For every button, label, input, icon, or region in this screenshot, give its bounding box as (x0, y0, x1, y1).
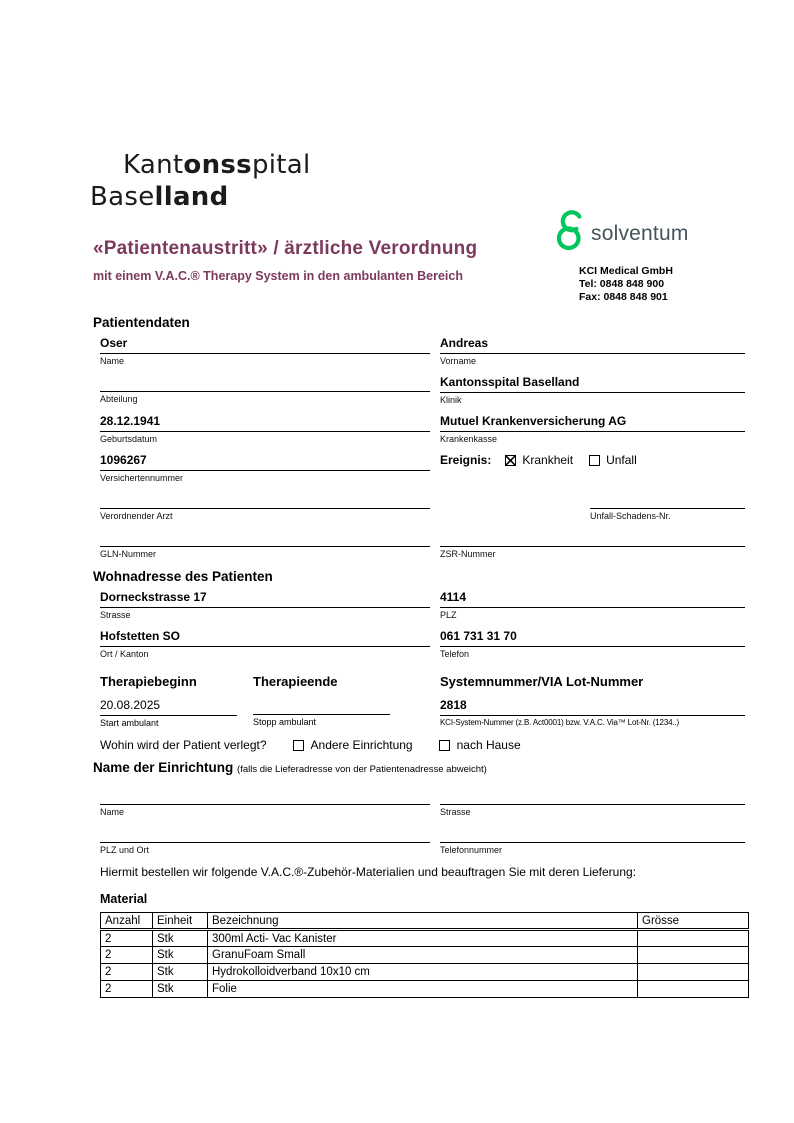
section-heading-wohnadresse: Wohnadresse des Patienten (93, 569, 273, 584)
hospital-logo (90, 150, 748, 212)
field-krankenkasse-value[interactable]: Mutuel Krankenversicherung AG (440, 412, 745, 432)
field-strasse-value[interactable]: Dorneckstrasse 17 (100, 588, 430, 608)
section-heading-einrichtung (93, 760, 748, 775)
column-header-einheit: Einheit (153, 913, 208, 930)
field-einrichtung-telefonnummer[interactable] (440, 824, 745, 855)
therapieende-heading: Therapieende (253, 674, 338, 689)
field-systemnummer-value[interactable]: 2818 (440, 696, 745, 716)
field-zsr-nummer-value[interactable] (440, 528, 745, 547)
field-ort-kanton-label: Ort / Kanton (100, 649, 149, 659)
logo-seg: Base (90, 182, 155, 212)
field-krankenkasse-label: Krankenkasse (440, 434, 498, 444)
document-subtitle: mit einem V.A.C.® Therapy System in den ambulanten Bereich (93, 269, 463, 283)
hospital-logo-line2 (90, 182, 748, 212)
field-verordnender-arzt-label: Verordnender Arzt (100, 511, 173, 521)
field-telefon-value[interactable]: 061 731 31 70 (440, 627, 745, 647)
cell-groesse[interactable] (638, 981, 749, 998)
solventum-s-icon (553, 210, 587, 257)
checkbox-unfall-label: Unfall (606, 453, 637, 467)
order-sentence: Hiermit bestellen wir folgende V.A.C.®-Zubehör-Materialien und beauftragen Sie mit deren Lieferung: (100, 865, 637, 879)
field-einrichtung-strasse[interactable] (440, 777, 745, 817)
checkbox-nach-hause-label: nach Hause (456, 738, 521, 752)
field-einrichtung-name-label: Name (100, 807, 125, 817)
field-unfall-schadens-nr[interactable] (590, 490, 745, 521)
field-einrichtung-telefonnummer-value[interactable] (440, 824, 745, 843)
logo-seg: pital (251, 150, 311, 180)
hospital-logo-line1 (123, 150, 748, 180)
field-versichertennummer-value[interactable]: 1096267 (100, 451, 430, 471)
field-krankenkasse[interactable] (440, 412, 745, 444)
cell-einheit[interactable]: Stk (153, 930, 208, 947)
header-row (93, 221, 748, 303)
therapy-headings (100, 673, 748, 690)
field-geburtsdatum-label: Geburtsdatum (100, 434, 158, 444)
field-vorname-label: Vorname (440, 356, 477, 366)
supplier-contact (579, 265, 753, 304)
field-plz-label: PLZ (440, 610, 457, 620)
field-therapieende-label: Stopp ambulant (253, 717, 317, 727)
checkbox-andere-einrichtung-label: Andere Einrichtung (310, 738, 413, 752)
checkbox-unfall[interactable] (589, 455, 600, 466)
field-plz-value[interactable]: 4114 (440, 588, 745, 608)
field-systemnummer-label: KCI-System-Nummer (z.B. Act0001) bzw. V.A.C. Via™ Lot-Nr. (1234..) (440, 718, 680, 727)
checkbox-nach-hause[interactable] (439, 740, 450, 751)
checkbox-andere-einrichtung[interactable] (293, 740, 304, 751)
material-table-header-row (101, 913, 749, 930)
field-klinik[interactable] (440, 373, 745, 405)
field-name-label: Name (100, 356, 125, 366)
transfer-option-andere (293, 738, 413, 752)
table-row (101, 981, 749, 998)
field-abteilung-label: Abteilung (100, 394, 138, 404)
transfer-question-row (100, 738, 748, 752)
field-verordnender-arzt[interactable] (100, 490, 430, 521)
table-row (101, 964, 749, 981)
section-heading-patientendaten: Patientendaten (93, 315, 190, 330)
supplier-fax: Fax: 0848 848 901 (579, 291, 668, 303)
field-klinik-value[interactable]: Kantonsspital Baselland (440, 373, 745, 393)
field-vorname[interactable] (440, 334, 745, 366)
column-header-anzahl: Anzahl (101, 913, 153, 930)
cell-anzahl[interactable]: 2 (101, 981, 153, 998)
field-gln-nummer[interactable] (100, 528, 430, 559)
table-row (101, 947, 749, 964)
field-unfall-schadens-nr-value[interactable] (590, 490, 745, 509)
field-name-value[interactable]: Oser (100, 334, 430, 354)
field-zsr-nummer[interactable] (440, 528, 745, 559)
facility-fields-grid (100, 777, 748, 855)
field-versichertennummer[interactable] (100, 451, 430, 483)
table-row (101, 930, 749, 947)
cell-bezeichnung[interactable]: 300ml Acti- Vac Kanister (208, 930, 638, 947)
supplier-name: KCI Medical GmbH (579, 265, 673, 277)
checkbox-krankheit[interactable] (505, 455, 516, 466)
cell-anzahl[interactable]: 2 (101, 947, 153, 964)
cell-anzahl[interactable]: 2 (101, 930, 153, 947)
cell-einheit[interactable]: Stk (153, 981, 208, 998)
field-therapiebeginn[interactable] (100, 696, 237, 728)
field-unfall-schadens-nr-label: Unfall-Schadens-Nr. (590, 511, 671, 521)
field-geburtsdatum-value[interactable]: 28.12.1941 (100, 412, 430, 432)
cell-groesse[interactable] (638, 964, 749, 981)
field-ort-kanton-value[interactable]: Hofstetten SO (100, 627, 430, 647)
field-telefon[interactable] (440, 627, 745, 659)
field-geburtsdatum[interactable] (100, 412, 430, 444)
material-table (100, 912, 749, 998)
cell-bezeichnung[interactable]: Folie (208, 981, 638, 998)
field-einrichtung-strasse-value[interactable] (440, 777, 745, 805)
systemnummer-heading: Systemnummer/VIA Lot-Nummer (440, 674, 644, 689)
field-ort-kanton[interactable] (100, 627, 430, 659)
address-fields-grid (100, 588, 748, 659)
field-versichertennummer-label: Versichertennummer (100, 473, 184, 483)
supplier-tel: Tel: 0848 848 900 (579, 278, 665, 290)
cell-bezeichnung[interactable]: GranuFoam Small (208, 947, 638, 964)
field-abteilung[interactable] (100, 373, 430, 405)
solventum-logo (553, 210, 753, 257)
field-name[interactable] (100, 334, 430, 366)
field-einrichtung-telefonnummer-label: Telefonnummer (440, 845, 503, 855)
field-gln-nummer-label: GLN-Nummer (100, 549, 157, 559)
therapiebeginn-heading: Therapiebeginn (100, 674, 197, 689)
field-einrichtung-name[interactable] (100, 777, 430, 817)
cell-einheit[interactable]: Stk (153, 964, 208, 981)
field-vorname-value[interactable]: Andreas (440, 334, 745, 354)
field-verordnender-arzt-value[interactable] (100, 490, 430, 509)
transfer-option-hause (439, 738, 521, 752)
logo-seg: Kant (123, 150, 184, 180)
ereignis-label: Ereignis: (440, 453, 492, 467)
cell-anzahl[interactable]: 2 (101, 964, 153, 981)
checkbox-krankheit-label: Krankheit (522, 453, 574, 467)
einrichtung-heading-text: Name der Einrichtung (93, 760, 234, 775)
field-therapiebeginn-value[interactable]: 20.08.2025 (100, 696, 237, 716)
transfer-question: Wohin wird der Patient verlegt? (100, 738, 267, 752)
cell-groesse[interactable] (638, 947, 749, 964)
form-content (90, 150, 748, 998)
patient-fields-grid (100, 334, 748, 559)
field-strasse[interactable] (100, 588, 430, 620)
material-heading: Material (100, 892, 148, 906)
column-header-bezeichnung: Bezeichnung (208, 913, 638, 930)
cell-groesse[interactable] (638, 930, 749, 947)
field-einrichtung-name-value[interactable] (100, 777, 430, 805)
field-einrichtung-strasse-label: Strasse (440, 807, 471, 817)
field-telefon-label: Telefon (440, 649, 470, 659)
field-strasse-label: Strasse (100, 610, 131, 620)
field-zsr-nummer-label: ZSR-Nummer (440, 549, 496, 559)
column-header-groesse: Grösse (638, 913, 749, 930)
logo-seg-bold: onss (183, 150, 252, 180)
field-einrichtung-plz-ort[interactable] (100, 824, 430, 855)
logo-seg-bold: lland (154, 182, 229, 212)
field-abteilung-value[interactable] (100, 373, 430, 392)
field-therapiebeginn-label: Start ambulant (100, 718, 159, 728)
solventum-wordmark: solventum (591, 221, 689, 245)
supplier-block (553, 210, 753, 304)
field-plz[interactable] (440, 588, 745, 620)
field-einrichtung-plz-ort-value[interactable] (100, 824, 430, 843)
cell-einheit[interactable]: Stk (153, 947, 208, 964)
einrichtung-note: (falls die Lieferadresse von der Patientenadresse abweicht) (237, 764, 487, 775)
field-systemnummer[interactable] (440, 696, 745, 728)
field-klinik-label: Klinik (440, 395, 462, 405)
field-therapieende-value[interactable] (253, 696, 390, 715)
ereignis-group (440, 451, 745, 483)
field-gln-nummer-value[interactable] (100, 528, 430, 547)
field-einrichtung-plz-ort-label: PLZ und Ort (100, 845, 150, 855)
field-therapieende[interactable] (253, 696, 390, 728)
cell-bezeichnung[interactable]: Hydrokolloidverband 10x10 cm (208, 964, 638, 981)
therapy-fields (100, 696, 748, 728)
document-title: «Patientenaustritt» / ärztliche Verordnung (93, 238, 478, 259)
